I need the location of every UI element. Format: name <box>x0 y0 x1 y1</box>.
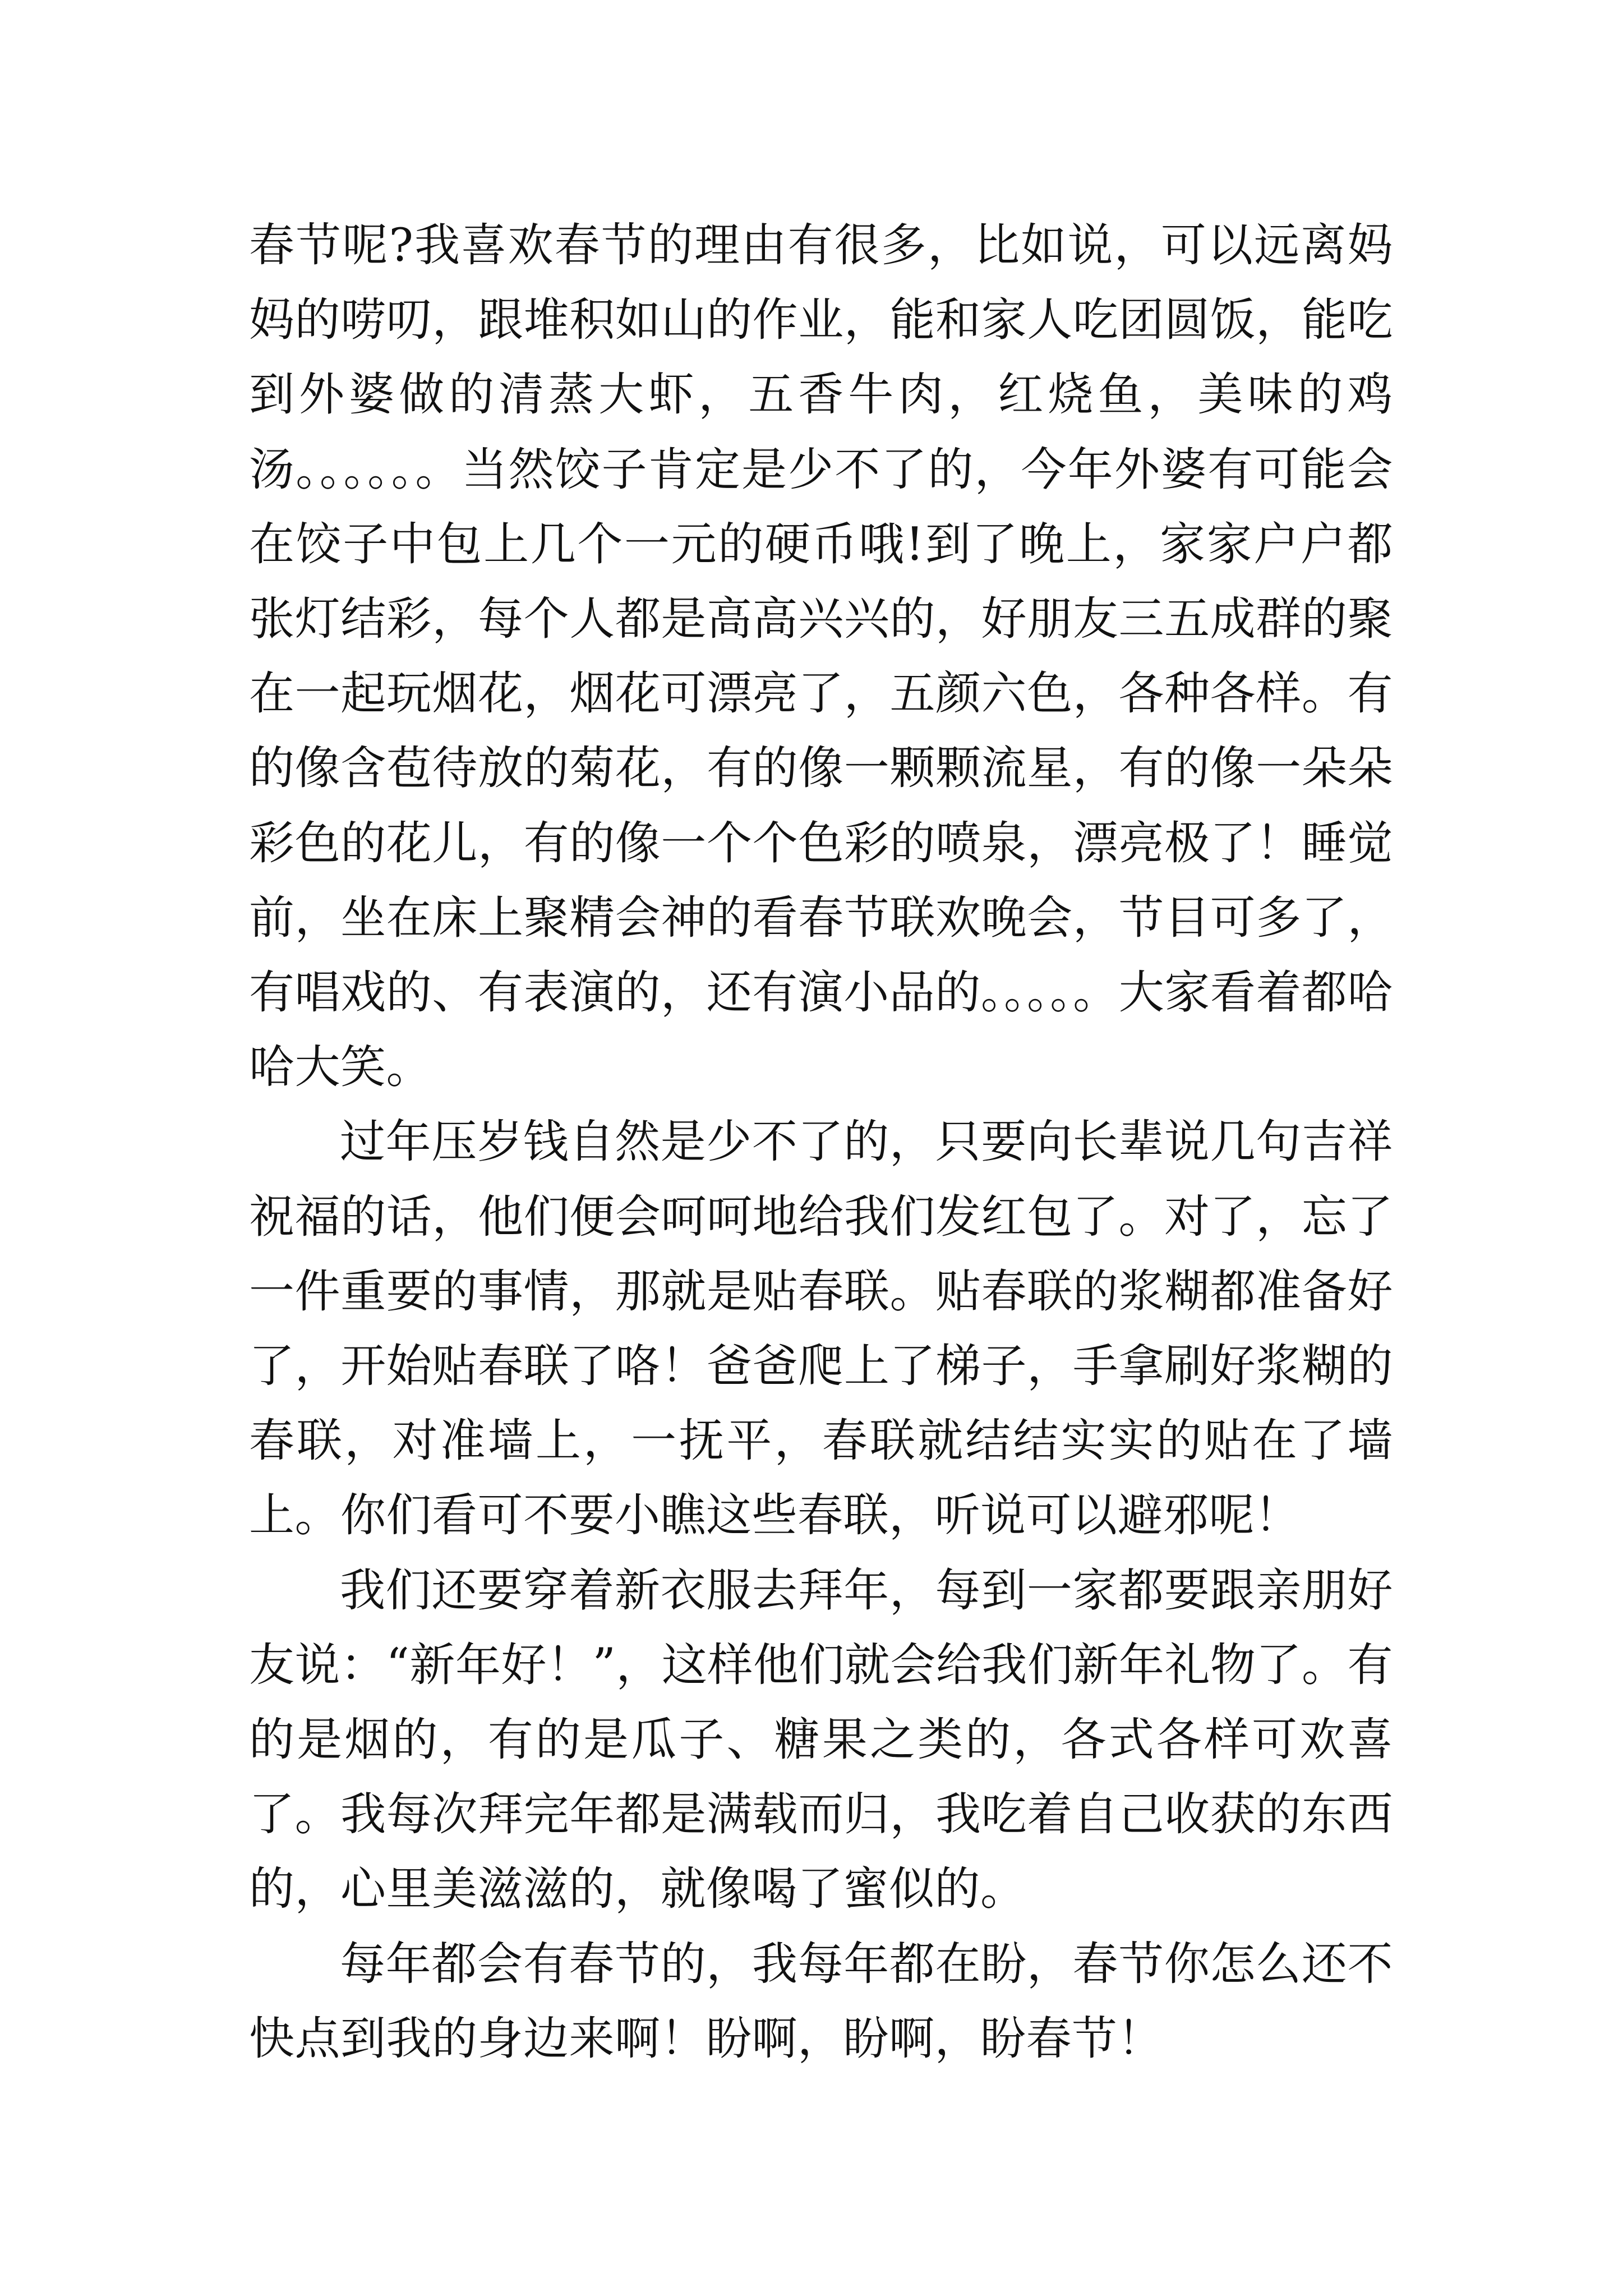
paragraph-3: 我们还要穿着新衣服去拜年，每到一家都要跟亲朋好友说：“新年好！”，这样他们就会给我们新年礼物了。有的是烟的，有的是瓜子、糖果之类的，各式各样可欢喜了。我每次拜完年都是满载而归，我吃着自己收获的东西的，心里美滋滋的，就像喝了蜜似的。 <box>249 1564 1393 1916</box>
paragraph-4: 每年都会有春节的，我每年都在盼，春节你怎么还不快点到我的身边来啊！盼啊，盼啊，盼春节！ <box>249 1938 1393 2065</box>
paragraph-1: 春节呢?我喜欢春节的理由有很多，比如说，可以远离妈妈的唠叨，跟堆积如山的作业，能和家人吃团圆饭，能吃到外婆做的清蒸大虾，五香牛肉，红烧鱼，美味的鸡汤。。。。。。当然饺子肯定是少不了的，今年外婆有可能会在饺子中包上几个一元的硬币哦!到了晚上，家家户户都张灯结彩，每个人都是高高兴兴的，好朋友三五成群的聚在一起玩烟花，烟花可漂亮了，五颜六色，各种各样。有的像含苞待放的菊花，有的像一颗颗流星，有的像一朵朵彩色的花儿，有的像一个个色彩的喷泉，漂亮极了！睡觉前，坐在床上聚精会神的看春节联欢晚会，节目可多了，有唱戏的、有表演的，还有演小品的。。。。。大家看着都哈哈大笑。 <box>249 219 1393 1094</box>
paragraph-2: 过年压岁钱自然是少不了的，只要向长辈说几句吉祥祝福的话，他们便会呵呵地给我们发红包了。对了，忘了一件重要的事情，那就是贴春联。贴春联的浆糊都准备好了，开始贴春联了咯！爸爸爬上了梯子，手拿刷好浆糊的春联，对准墙上，一抚平，春联就结结实实的贴在了墙上。你们看可不要小瞧这些春联，听说可以避邪呢！ <box>249 1116 1393 1543</box>
document-body <box>249 209 1393 2077</box>
